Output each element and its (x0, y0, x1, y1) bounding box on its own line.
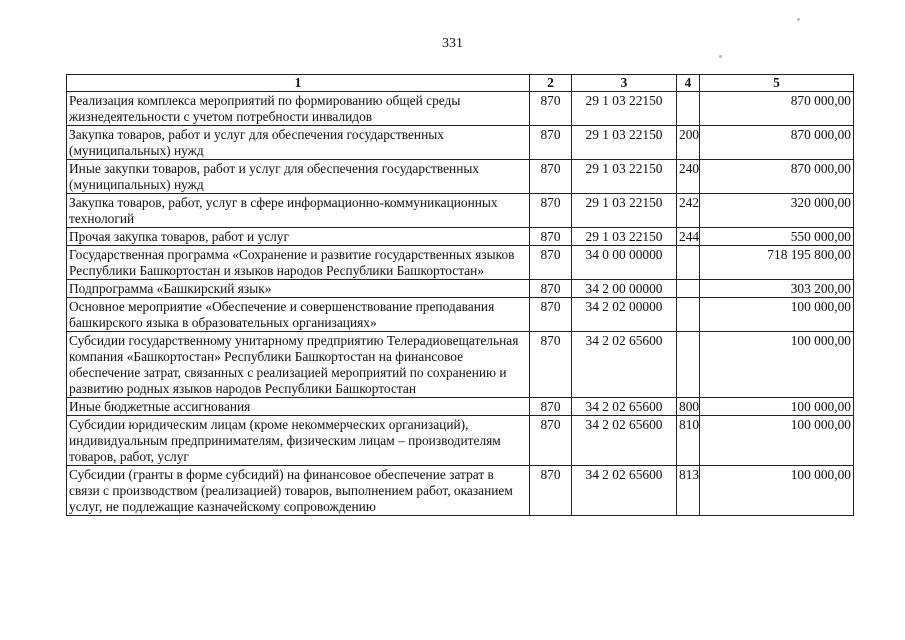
scan-speck (797, 18, 800, 21)
row-name-cell: Иные закупки товаров, работ и услуг для обеспечения государственных (муниципальных) нужд (67, 160, 530, 194)
row-csr-cell: 34 2 02 65600 (572, 398, 677, 416)
row-vr-cell: 244 (677, 228, 700, 246)
row-sum-cell: 718 195 800,00 (700, 246, 854, 280)
row-ved-cell: 870 (530, 466, 572, 516)
row-ved-cell: 870 (530, 280, 572, 298)
column-header-csr: 3 (572, 75, 677, 92)
table-row (67, 126, 854, 160)
row-vr-cell: 200 (677, 126, 700, 160)
row-sum-cell: 870 000,00 (700, 160, 854, 194)
row-sum-cell: 870 000,00 (700, 126, 854, 160)
table-row (67, 92, 854, 126)
row-vr-cell (677, 298, 700, 332)
row-vr-cell (677, 332, 700, 398)
column-header-ved: 2 (530, 75, 572, 92)
row-vr-cell (677, 280, 700, 298)
column-header-vr: 4 (677, 75, 700, 92)
row-csr-cell: 29 1 03 22150 (572, 194, 677, 228)
row-ved-cell: 870 (530, 398, 572, 416)
row-name-cell: Прочая закупка товаров, работ и услуг (67, 228, 530, 246)
table-row (67, 398, 854, 416)
table-row (67, 246, 854, 280)
row-sum-cell: 320 000,00 (700, 194, 854, 228)
row-csr-cell: 34 2 02 00000 (572, 298, 677, 332)
row-name-cell: Основное мероприятие «Обеспечение и совершенствование преподавания башкирского языка в образовательных организациях» (67, 298, 530, 332)
row-ved-cell: 870 (530, 228, 572, 246)
row-ved-cell: 870 (530, 298, 572, 332)
row-csr-cell: 29 1 03 22150 (572, 126, 677, 160)
row-ved-cell: 870 (530, 332, 572, 398)
row-csr-cell: 34 2 02 65600 (572, 466, 677, 516)
table-row (67, 194, 854, 228)
row-sum-cell: 303 200,00 (700, 280, 854, 298)
table-row (67, 228, 854, 246)
row-sum-cell: 870 000,00 (700, 92, 854, 126)
budget-table (66, 74, 854, 516)
row-vr-cell (677, 92, 700, 126)
row-csr-cell: 34 2 02 65600 (572, 332, 677, 398)
row-name-cell: Закупка товаров, работ и услуг для обеспечения государственных (муниципальных) нужд (67, 126, 530, 160)
row-name-cell: Субсидии юридическим лицам (кроме некоммерческих организаций), индивидуальным предпринимателям, физическим лицам – производителям товаров, работ, услуг (67, 416, 530, 466)
row-ved-cell: 870 (530, 92, 572, 126)
table-row (67, 280, 854, 298)
row-sum-cell: 550 000,00 (700, 228, 854, 246)
row-vr-cell: 240 (677, 160, 700, 194)
column-header-name: 1 (67, 75, 530, 92)
row-ved-cell: 870 (530, 126, 572, 160)
row-name-cell: Иные бюджетные ассигнования (67, 398, 530, 416)
row-sum-cell: 100 000,00 (700, 466, 854, 516)
table-header-row (67, 75, 854, 92)
row-vr-cell: 800 (677, 398, 700, 416)
row-vr-cell (677, 246, 700, 280)
row-csr-cell: 29 1 03 22150 (572, 160, 677, 194)
row-name-cell: Реализация комплекса мероприятий по формированию общей среды жизнедеятельности с учетом потребности инвалидов (67, 92, 530, 126)
table-row (67, 332, 854, 398)
column-header-sum: 5 (700, 75, 854, 92)
row-sum-cell: 100 000,00 (700, 416, 854, 466)
row-csr-cell: 34 2 00 00000 (572, 280, 677, 298)
table-row (67, 416, 854, 466)
row-ved-cell: 870 (530, 194, 572, 228)
row-csr-cell: 34 2 02 65600 (572, 416, 677, 466)
row-sum-cell: 100 000,00 (700, 298, 854, 332)
table-row (67, 298, 854, 332)
table-row (67, 466, 854, 516)
row-csr-cell: 34 0 00 00000 (572, 246, 677, 280)
row-name-cell: Субсидии (гранты в форме субсидий) на финансовое обеспечение затрат в связи с производством (реализацией) товаров, выполнением работ, оказанием услуг, не подлежащие казначейскому сопровождению (67, 466, 530, 516)
row-ved-cell: 870 (530, 160, 572, 194)
table-body (67, 92, 854, 516)
row-vr-cell: 242 (677, 194, 700, 228)
row-name-cell: Закупка товаров, работ, услуг в сфере информационно-коммуникационных технологий (67, 194, 530, 228)
row-name-cell: Подпрограмма «Башкирский язык» (67, 280, 530, 298)
row-vr-cell: 813 (677, 466, 700, 516)
row-ved-cell: 870 (530, 246, 572, 280)
row-vr-cell: 810 (677, 416, 700, 466)
row-name-cell: Государственная программа «Сохранение и развитие государственных языков Республики Башкортостан и языков народов Республики Башкортостан» (67, 246, 530, 280)
page-number: 331 (442, 36, 463, 51)
table-row (67, 160, 854, 194)
row-sum-cell: 100 000,00 (700, 332, 854, 398)
scan-speck (719, 55, 722, 58)
row-ved-cell: 870 (530, 416, 572, 466)
row-name-cell: Субсидии государственному унитарному предприятию Телерадиовещательная компания «Башкортостан» Республики Башкортостан на финансовое обеспечение затрат, связанных с реализацией мероприятий по сохранению и развитию родных языков народов Республики Башкортостан (67, 332, 530, 398)
row-sum-cell: 100 000,00 (700, 398, 854, 416)
row-csr-cell: 29 1 03 22150 (572, 228, 677, 246)
row-csr-cell: 29 1 03 22150 (572, 92, 677, 126)
